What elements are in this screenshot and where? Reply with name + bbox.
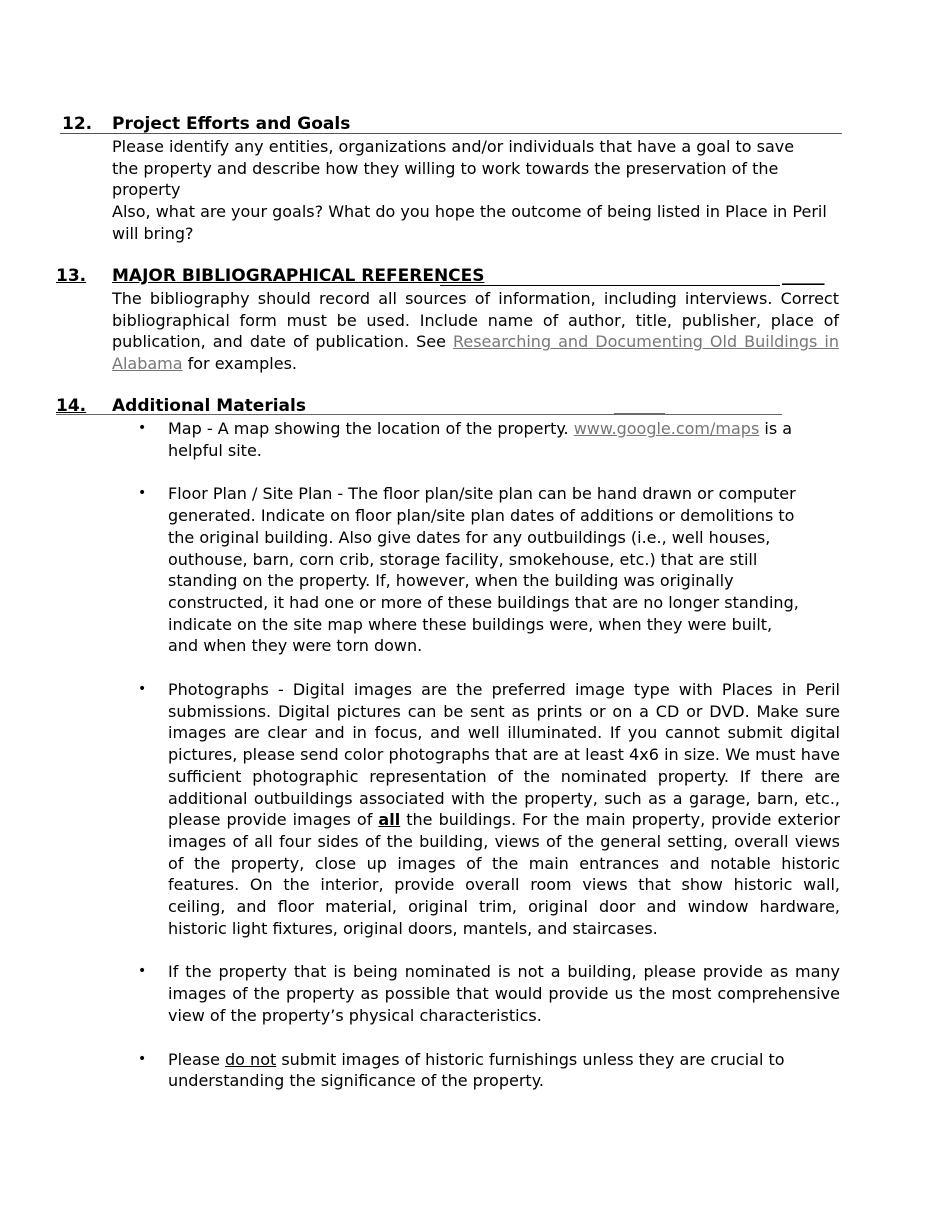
photographs-emphasis: all (378, 810, 401, 830)
map-text-post: is a helpful site. (168, 419, 793, 460)
floor-plan-item-text: Floor Plan / Site Plan - The floor plan/site plan can be hand drawn or computer generated. Indicate on floor plan/site plan dates of additions or demolitions to the original building. Also give dates for any outbuildings (i.e., well houses, outhouse, barn, corn crib, storage facility, smokehouse, etc.) that are still standing on the property. If, however, when the building was originally constructed, it had one or more of these buildings that are no longer standing, indicate on the site map where these buildings were, when they were built, and when they were torn down. (168, 484, 799, 656)
google-maps-link[interactable]: www.google.com/maps (573, 419, 760, 438)
section-13-text-post: for examples. (182, 354, 298, 374)
furnishings-text-pre: Please (168, 1049, 226, 1069)
section-12-paragraph-1: Please identify any entities, organizations and/or individuals that have a goal to save the property and describe how they willing to work towards the preservation of the property (112, 137, 795, 200)
section-14-title: Additional Materials (112, 396, 306, 416)
bullet-icon: • (138, 420, 147, 436)
list-item-photographs (138, 679, 840, 939)
list-item-floor-plan (138, 483, 840, 657)
bibliography-reference-link[interactable]: Researching and Documenting Old Buildings in Alabama (112, 332, 839, 374)
photographs-text-post: the buildings. For the main property, provide exterior images of all four sides of the building, views of the general setting, overall views of the property, close up images of the main entrances and notable historic features. On the interior, provide overall room views that show historic wall, ceiling, and floor material, original trim, original door and window hardware, historic light fixtures, original doors, mantels, and staircases. (168, 810, 841, 938)
non-building-item-text: If the property that is being nominated is not a building, please provide as many images of the property as possible that would provide us the most comprehensive view of the property’s physical characteristics. (168, 962, 840, 1025)
map-item-text (168, 418, 840, 461)
section-13-rule (440, 285, 780, 286)
bullet-icon: • (138, 1050, 147, 1067)
section-13-trailing-line: _____ (782, 266, 825, 286)
additional-materials-list (138, 418, 840, 1114)
map-text-pre: Map - A map showing the location of the property. (168, 419, 574, 438)
section-12-rule (60, 133, 842, 134)
photographs-item-text (168, 679, 840, 939)
section-14-rule (56, 414, 782, 415)
furnishings-item-text (168, 1049, 840, 1092)
section-12-number: 12. (62, 114, 93, 134)
section-13-title: MAJOR BIBLIOGRAPHICAL REFERENCES (112, 266, 485, 286)
photographs-text-pre: Photographs - Digital images are the preferred image type with Places in Peril submissions. Digital pictures can be sent as prints or on a CD or DVD. Make sure images are clear and in focus, and well illuminated. If you cannot submit digital pictures, please send color photographs that are at least 4x6 in size. We must have sufficient photographic representation of the nominated property. If there are additional outbuildings associated with the property, such as a garage, barn, etc., please provide images of (168, 680, 840, 830)
furnishings-text-post: submit images of historic furnishings unless they are crucial to understanding the significance of the property. (168, 1049, 785, 1091)
bullet-icon: • (138, 485, 147, 502)
section-12-title: Project Efforts and Goals (112, 114, 351, 134)
list-item-map (138, 418, 840, 461)
furnishings-emphasis: do not (225, 1049, 277, 1069)
section-13-number: 13. (56, 266, 87, 286)
section-13-text-pre: The bibliography should record all sources of information, including interviews. Correct bibliographical form must be used. Include name of author, title, publisher, place of publication, and date of publication. See (112, 289, 839, 352)
bullet-icon: • (138, 963, 147, 980)
list-item-non-building (138, 961, 840, 1026)
section-13-paragraph (112, 288, 839, 375)
section-14-trailing-line: ______ (614, 396, 665, 416)
list-item-furnishings (138, 1049, 840, 1092)
section-14-number: 14. (56, 396, 87, 416)
section-12-paragraph-2: Also, what are your goals? What do you hope the outcome of being listed in Place in Peril will bring? (112, 202, 827, 243)
bullet-icon: • (138, 681, 147, 698)
